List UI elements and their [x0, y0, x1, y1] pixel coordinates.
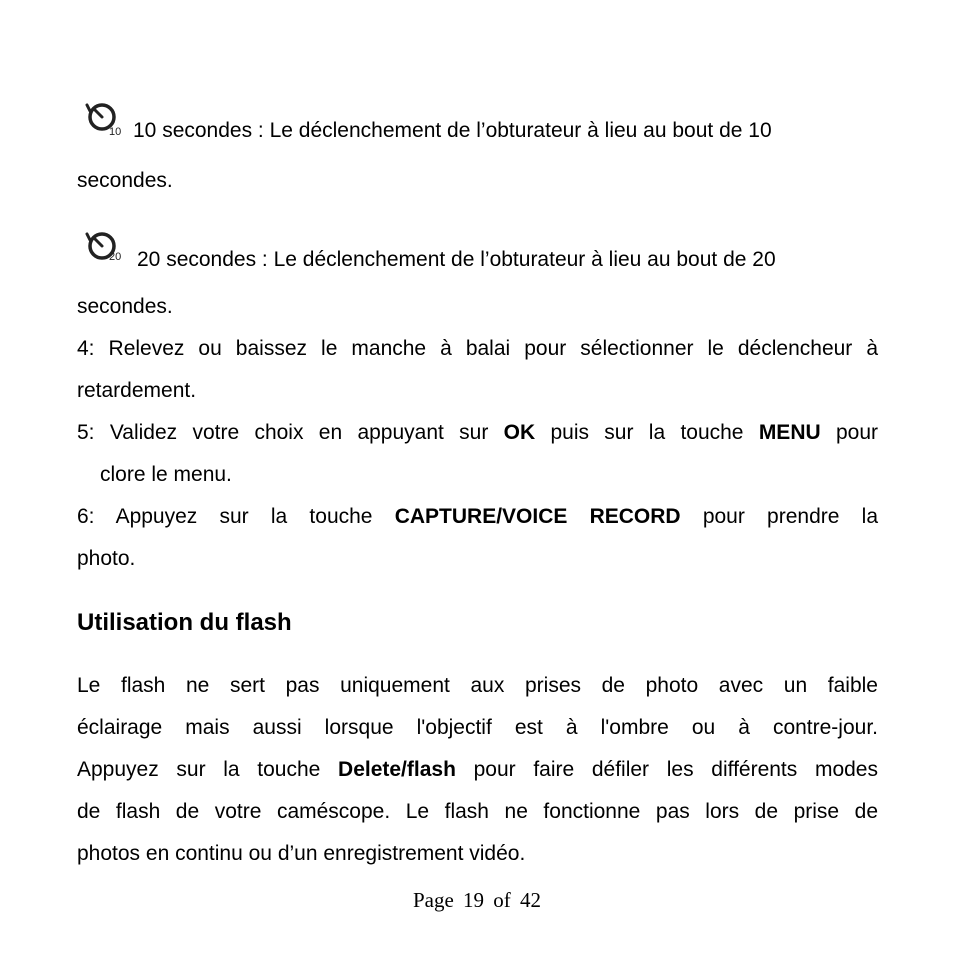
para-text: pour faire défiler les différents modes: [455, 758, 878, 781]
para-text: Le flash ne sert pas uniquement aux prises de photo avec un faible: [77, 674, 878, 697]
step6-line1: [77, 496, 878, 538]
capture-key-label: CAPTURE/VOICE RECORD: [394, 505, 681, 528]
para-line4: [77, 791, 878, 833]
menu-key-label: MENU: [758, 421, 821, 444]
delete-flash-key-label: Delete/flash: [338, 758, 456, 781]
timer10-line1: 10 secondes : Le déclenchement de l’obturateur à lieu au bout de 10: [133, 119, 772, 142]
para-line5: photos en continu ou d’un enregistrement vidéo.: [77, 842, 526, 865]
section-heading: Utilisation du flash: [77, 609, 292, 636]
step6-text: pour prendre la: [680, 505, 878, 528]
step6-text: 6: Appuyez sur la touche: [77, 505, 395, 528]
para-text: de flash de votre caméscope. Le flash ne fonctionne pas lors de prise de: [77, 800, 878, 823]
ok-key-label: OK: [503, 421, 536, 444]
step5-text: pour: [820, 421, 878, 444]
step6-line2: photo.: [77, 547, 136, 570]
step5-text: 5: Validez votre choix en appuyant sur: [77, 421, 504, 444]
icon-number: 10: [109, 126, 122, 137]
step5-line1: [77, 412, 878, 454]
timer20-line1: 20 secondes : Le déclenchement de l’obturateur à lieu au bout de 20: [137, 248, 776, 271]
para-text: Appuyez sur la touche: [77, 758, 339, 781]
para-line2: [77, 707, 878, 749]
timer10-line2: secondes.: [77, 169, 173, 192]
step5-text: puis sur la touche: [535, 421, 759, 444]
para-text: éclairage mais aussi lorsque l'objectif est à l'ombre ou à contre-jour.: [77, 716, 878, 739]
self-timer-20-icon: [84, 226, 128, 266]
step4-line2: retardement.: [77, 379, 197, 402]
icon-number: 20: [109, 251, 122, 263]
page-footer: Page 19 of 42: [412, 888, 542, 912]
para-line1: [77, 665, 878, 707]
step4-line1: [77, 328, 878, 370]
step5-line2: clore le menu.: [100, 463, 232, 486]
step4-text: 4: Relevez ou baissez le manche à balai pour sélectionner le déclencheur à: [77, 337, 878, 360]
timer20-line2: secondes.: [77, 295, 173, 318]
self-timer-10-icon: [84, 97, 126, 137]
para-line3: [77, 749, 878, 791]
